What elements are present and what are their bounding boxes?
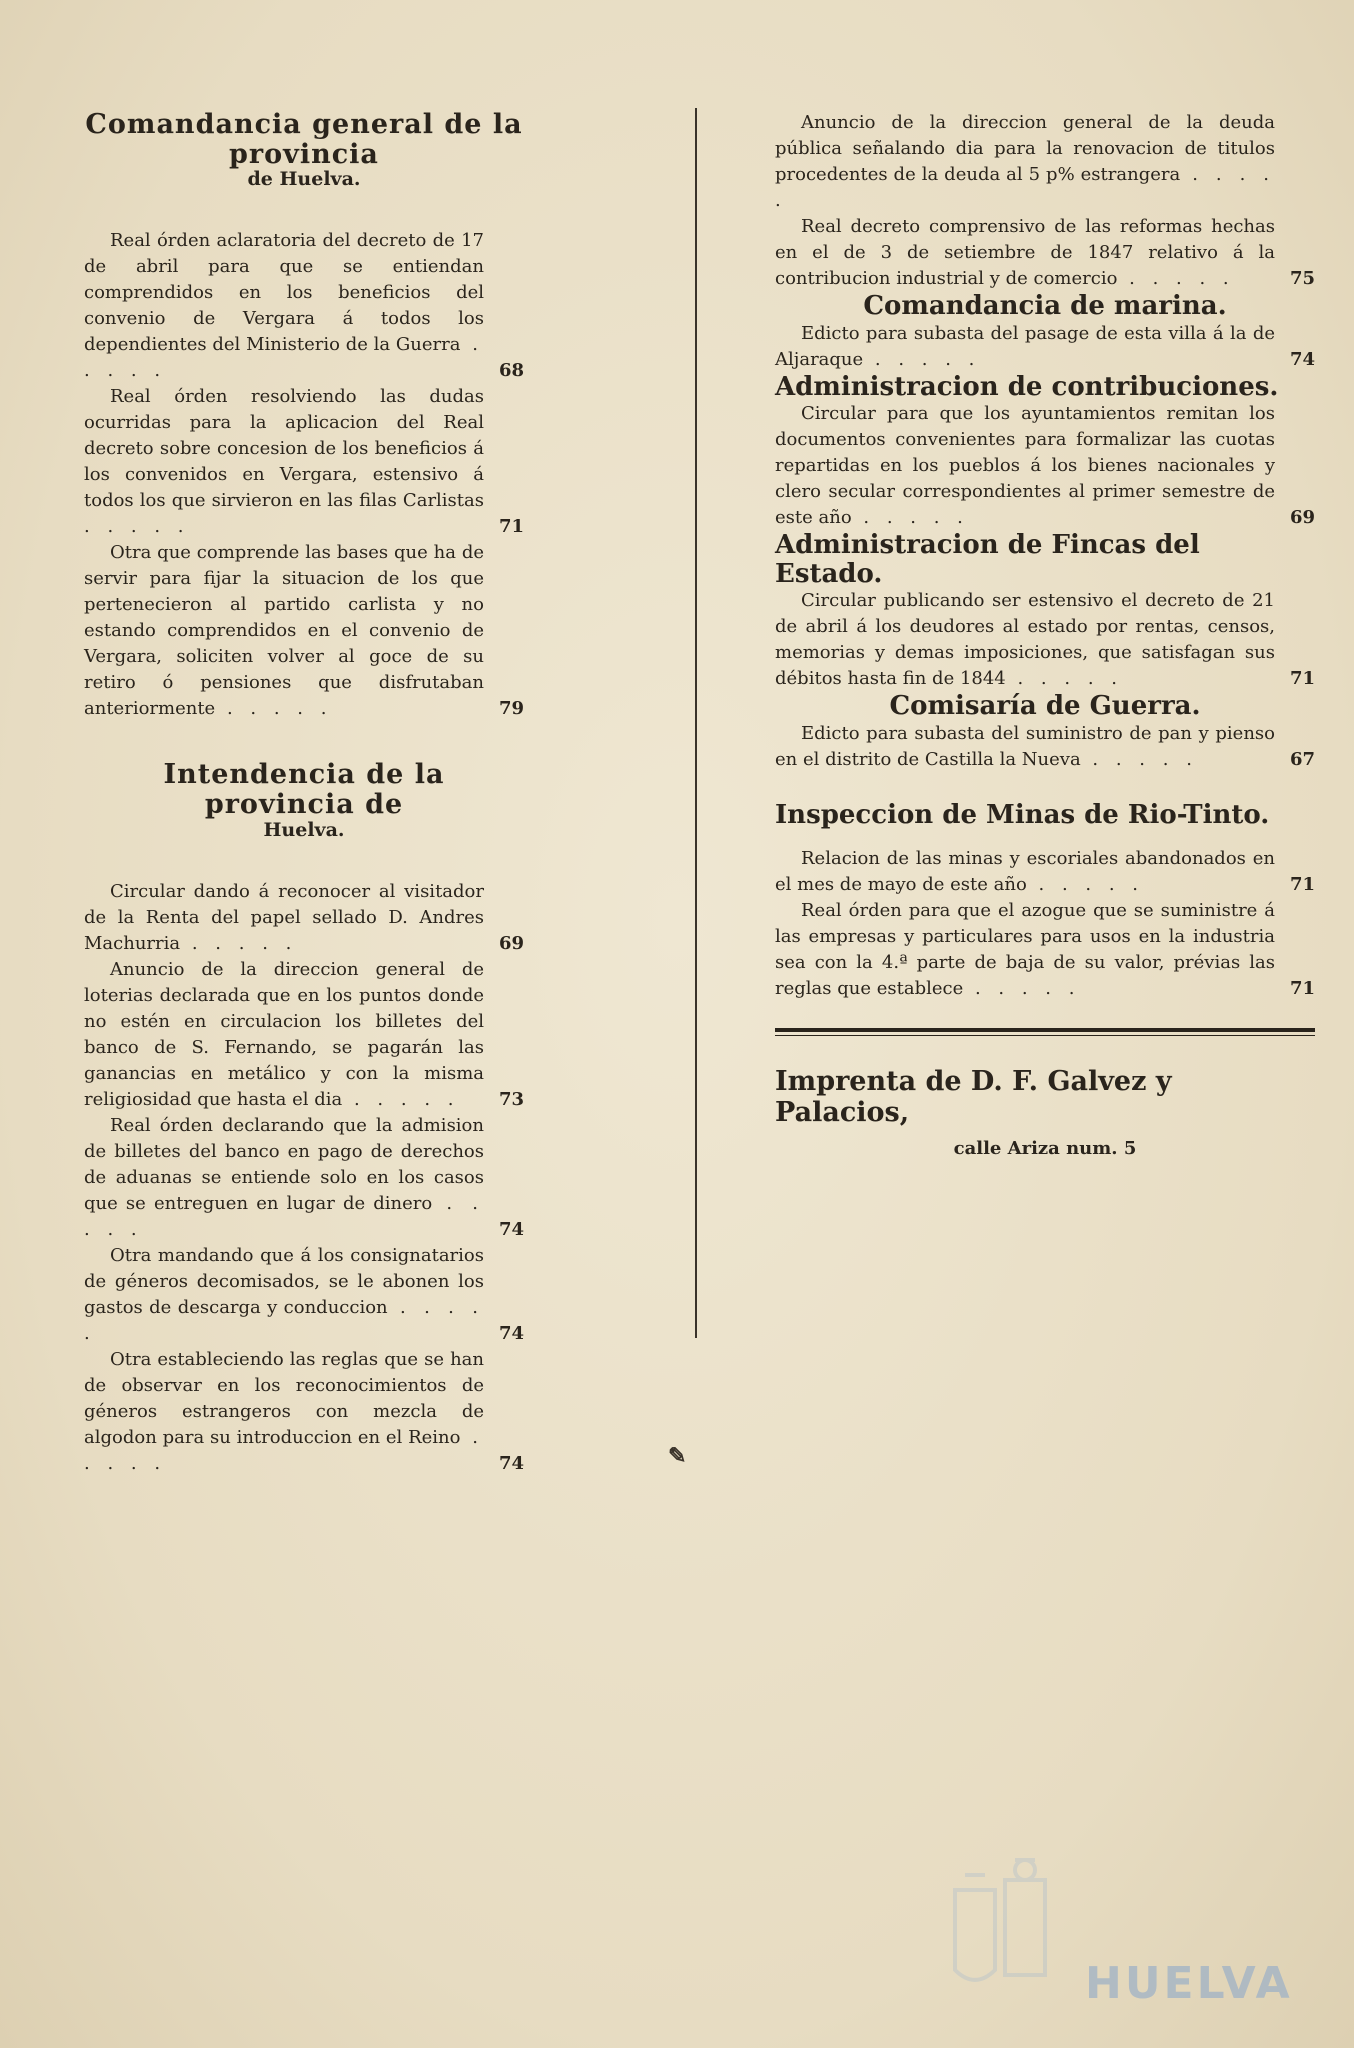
right-sections [775,292,1315,1002]
page-number: 71 [1289,873,1315,895]
page-number: 74 [498,1218,524,1240]
section-title-intendencia: Intendencia de la provincia de [163,759,445,820]
index-entry [84,228,524,384]
section-title: Inspeccion de Minas de Rio-Tinto. [775,799,1270,830]
leader-dots: . . . . . [84,1192,484,1240]
leader-dots: . . . . . [851,507,969,529]
closing-rule-thin [775,1035,1315,1036]
index-entry [775,898,1315,1002]
leader-dots: . . . . . [215,698,333,720]
page-number: 69 [1289,507,1315,529]
index-entry [775,401,1315,531]
entry-text: Anuncio de la direccion general de loterias declarada que en los puntos donde no estén en circulacion los billetes del banco de S. Fernando, se pagarán las ganancias en metálico y con la misma religiosidad que hasta el dia [84,958,484,1110]
index-entry [84,957,524,1113]
index-entry [775,846,1315,898]
entry-text: Real órden para que el azogue que se suministre á las empresas y particulares para usos en la industria sea con la 4.ª parte de baja de su valor, prévias las reglas que establece [775,899,1275,999]
right-column [775,110,1315,1159]
entry-text: Otra mandando que á los consignatarios de géneros decomisados, se le abonen los gastos de descarga y conduccion [84,1244,484,1318]
leader-dots: . . . . . [84,334,484,382]
index-entry [84,1347,524,1477]
leader-dots: . . . . . [180,932,298,954]
index-entry [84,1243,524,1347]
leader-dots: . . . . . [84,1296,484,1344]
leader-dots: . . . . . [1026,873,1145,895]
page-number: 73 [498,1088,524,1110]
section-subtitle-huelva: de Huelva. [247,168,361,191]
index-entry [775,214,1315,292]
leader-dots: . . . . . [342,1088,460,1110]
index-entry [775,588,1315,692]
page-number: 74 [498,1452,524,1474]
watermark-text: HUELVA [1085,1958,1293,2009]
entry-text: Edicto para subasta del pasage de esta villa á la de Aljaraque [775,322,1275,370]
column-divider [695,108,697,1338]
index-entry [775,321,1315,373]
closing-rule-thick [775,1028,1315,1032]
imprint-address: calle Ariza num. 5 [953,1137,1137,1159]
page-number: 79 [498,698,524,720]
entry-text: Real decreto comprensivo de las reformas hechas en el de 3 de setiembre de 1847 relativo á la contribucion industrial y de comercio [775,216,1275,289]
leader-dots: . . . . . [963,977,1081,999]
entry-text: Otra que comprende las bases que ha de servir para fijar la situacion de los que pertenecieron al partido carlista y no estando comprendidos en el convenio de Vergara, soliciten volver al goce de su retiro ó pensiones que disfrutaban anteriormente [84,542,484,720]
leader-dots: . . . . . [1117,268,1235,289]
section-title: Administracion de Fincas del Estado. [775,530,1200,589]
section-subtitle-huelva-2: Huelva. [263,818,345,841]
leader-dots: . . . . . [84,516,190,538]
leader-dots: . . . . . [1005,668,1123,690]
page-number: 67 [1289,748,1315,770]
entry-text: Real órden declarando que la admision de billetes del banco en pago de derechos de aduanas se entiende solo en los casos que se entreguen en lugar de dinero [84,1114,484,1214]
entries-intendencia [84,879,524,1477]
section-title: Administracion de contribuciones. [775,371,1279,402]
entry-text: Relacion de las minas y escoriales abandonados en el mes de mayo de este año [775,847,1275,895]
entry-text: Edicto para subasta del suministro de pan y pienso en el distrito de Castilla la Nueva [775,722,1275,770]
leader-dots: . . . . . [1080,748,1198,770]
page-number: 74 [1289,348,1315,370]
index-entry [84,540,524,722]
index-entry [84,1113,524,1243]
index-entry [775,721,1315,773]
entry-text: Real órden aclaratoria del decreto de 17 de abril para que se entiendan comprendidos en los beneficios del convenio de Vergara á todos los dependientes del Ministerio de la Guerra [84,230,484,356]
entry-text: Otra estableciendo las reglas que se han de observar en los reconocimientos de géneros estrangeros con mezcla de algodon para su introduccion en el Reino [84,1348,484,1448]
index-entry [84,384,524,540]
entry-text: Circular dando á reconocer al visitador de la Renta del papel sellado D. Andres Machurria [84,880,484,954]
page-number: 69 [498,932,524,954]
entry-text: Real órden resolviendo las dudas ocurridas para la aplicacion del Real decreto sobre concesion de los beneficios á los convenidos en Vergara, estensivo á todos los que sirvieron en las filas Carlistas [84,386,484,512]
leader-dots: . . . . . [863,348,981,370]
left-column [84,110,524,1477]
section-title-comandancia-general: Comandancia general de la provincia [85,109,523,170]
entry-text: Circular publicando ser estensivo el decreto de 21 de abril á los deudores al estado por rentas, censos, memorias y demas imposiciones, que satisfagan sus débitos hasta fin de 1844 [775,590,1275,690]
entry-text: Anuncio de la direccion general de la deuda pública señalando dia para la renovacion de titulos procedentes de la deuda al 5 p% estrangera [775,112,1275,185]
page-number: 68 [498,360,524,382]
entries-intro [775,110,1315,292]
page-number: 71 [1289,668,1315,690]
entry-text: Circular para que los ayuntamientos remitan los documentos convenientes para formalizar las cuotas repartidas en los pueblos á los bienes nacionales y clero secular correspondientes al primer semestre de este año [775,403,1275,529]
page-number: 74 [498,1322,524,1344]
index-entry [84,879,524,957]
entries-comandancia-general [84,228,524,722]
index-entry [775,110,1315,214]
leader-dots: . . . . . [84,1426,484,1474]
section-title: Comisaría de Guerra. [889,691,1201,722]
page-number: 71 [498,516,524,538]
leader-dots: . . . . . [775,164,1275,211]
printer-mark: ✎ [668,1443,687,1469]
section-title: Comandancia de marina. [863,291,1227,321]
page-number: 71 [1289,977,1315,999]
imprint-line: Imprenta de D. F. Galvez y Palacios, [775,1065,1172,1128]
page-number: 75 [1289,268,1315,289]
